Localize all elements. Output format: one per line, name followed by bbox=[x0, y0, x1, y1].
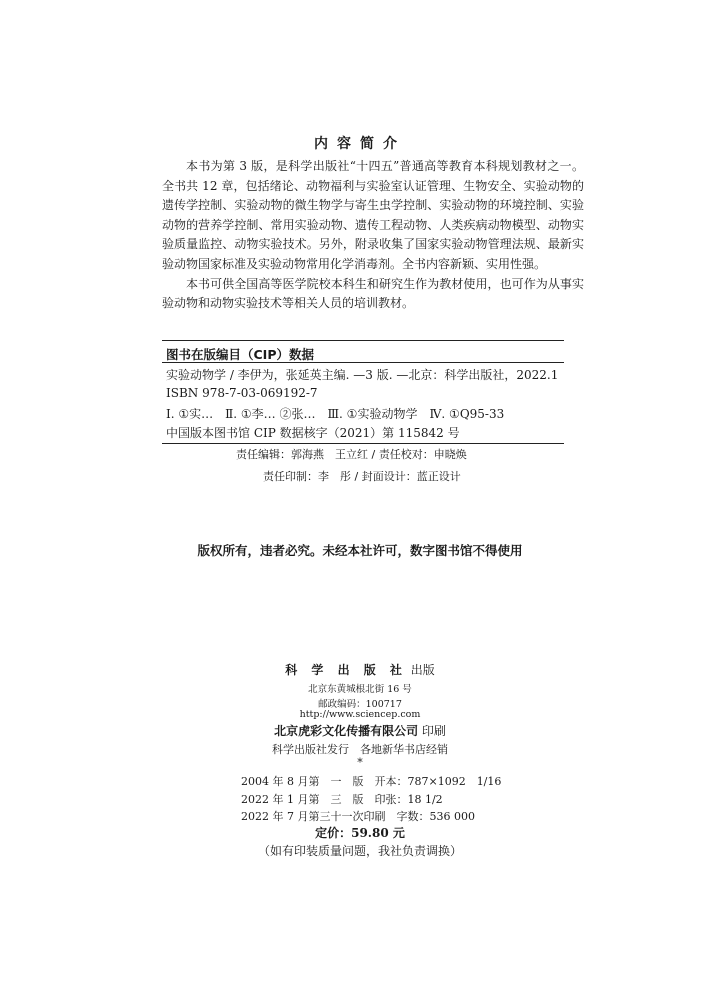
publisher-address: 北京东黄城根北街 16 号 bbox=[308, 684, 412, 695]
cip-line-cip-number: 中国版本图书馆 CIP 数据核字（2021）第 115842 号 bbox=[166, 426, 460, 440]
publisher-website: http://www.sciencep.com bbox=[299, 709, 421, 720]
edition-line: 2022 年 1 月第 三 版 印张：18 1/2 bbox=[241, 793, 443, 806]
printer-name: 北京虎彩文化传播有限公司 bbox=[274, 724, 419, 738]
publisher-postcode: 邮政编码：100717 bbox=[318, 699, 402, 710]
distribution-line: 科学出版社发行 各地新华书店经销 bbox=[272, 743, 448, 756]
section-title: 内容简介 bbox=[314, 136, 406, 152]
cip-title: 图书在版编目（CIP）数据 bbox=[166, 347, 314, 362]
quality-note: （如有印装质量问题，我社负责调换） bbox=[257, 844, 462, 858]
cip-bottom-rule bbox=[162, 443, 564, 444]
publisher-line bbox=[0, 661, 720, 678]
cip-title-rule bbox=[162, 362, 564, 363]
edition-line: 2004 年 8 月第 一 版 开本：787×1092 1/16 bbox=[241, 775, 502, 788]
separator-mark: * bbox=[357, 756, 363, 769]
publisher-suffix: 出版 bbox=[410, 663, 435, 677]
edition-line: 2022 年 7 月第三十一次印刷 字数：536 000 bbox=[241, 810, 475, 823]
cip-top-rule bbox=[162, 340, 564, 341]
intro-paragraph: 本书可供全国高等医学院校本科生和研究生作为教材使用，也可作为从事实验动物和动物实验技术等相关人员的培训教材。 bbox=[162, 276, 584, 311]
publisher-name: 科 学 出 版 社 bbox=[285, 663, 407, 677]
cip-line-isbn: ISBN 978-7-03-069192-7 bbox=[166, 386, 318, 400]
responsibility-printing: 责任印制：李 彤 / 封面设计：蓝正设计 bbox=[263, 470, 461, 483]
cip-line-classification: Ⅰ. ①实… Ⅱ. ①李… ②张… Ⅲ. ①实验动物学 Ⅳ. ①Q95-33 bbox=[166, 407, 505, 421]
printer-suffix: 印刷 bbox=[421, 724, 446, 738]
intro-paragraph: 本书为第 3 版，是科学出版社“十四五”普通高等教育本科规划教材之一。全书共 12 章，包括绪论、动物福利与实验室认证管理、生物安全、实验动物的遗传学控制、实验动物的微生物学与寄生虫学控制、实验动物的环境控制、实验动物的营养学控制、常用实验动物、遗传工程动物、人类疾病动物模型、动物实验质量监控、动物实验技术。另外，附录收集了国家实验动物管理法规、最新实验动物国家标准及实验动物常用化学消毒剂。全书内容新颖、实用性强。 bbox=[162, 159, 584, 271]
price: 定价：59.80 元 bbox=[315, 826, 405, 840]
copyright-notice: 版权所有，违者必究。未经本社许可，数字图书馆不得使用 bbox=[197, 543, 523, 558]
intro-text bbox=[162, 157, 584, 314]
cip-line-bibliographic: 实验动物学 / 李伊为，张延英主编. —3 版. —北京：科学出版社，2022.1 bbox=[166, 368, 559, 382]
responsibility-editors: 责任编辑：郭海燕 王立红 / 责任校对：申晓焕 bbox=[236, 448, 467, 461]
printer-line bbox=[0, 722, 720, 739]
